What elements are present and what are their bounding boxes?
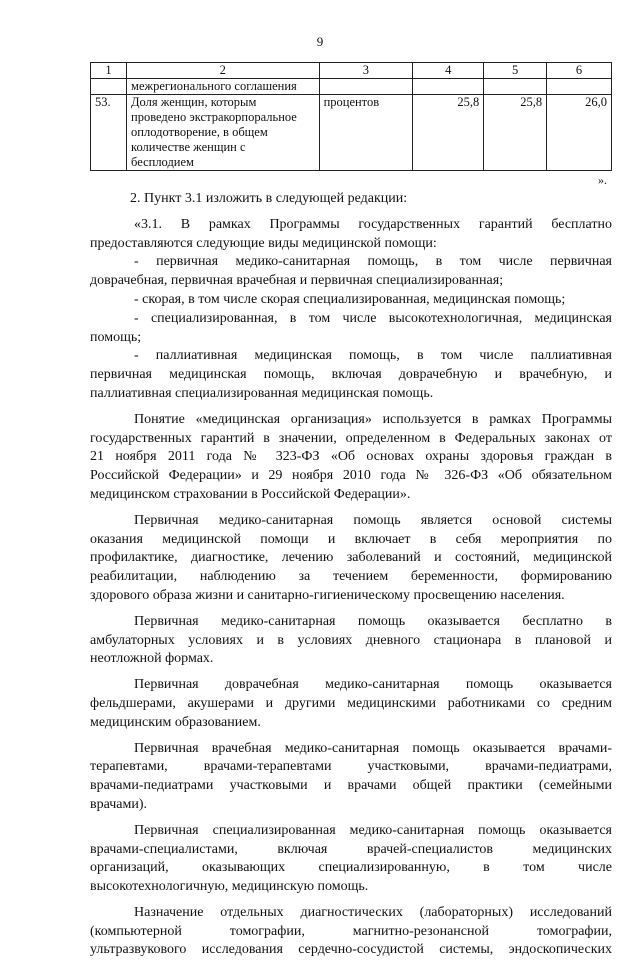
text-line: медицинским образованием.: [90, 714, 261, 730]
text-line: Первичная доврачебная медико-санитарная помощь оказывается: [134, 677, 612, 693]
text-line: Первичная врачебная медико-санитарная помощь оказывается врачами-: [134, 740, 612, 756]
page-number: 9: [316, 34, 324, 49]
table-cell: [91, 79, 127, 95]
text-line: - паллиативная медицинская помощь, в том числе паллиативная: [134, 348, 612, 364]
table-cell: [484, 79, 547, 95]
paragraph: [90, 904, 612, 960]
text-line: оказания медицинской помощи и включает в себя мероприятия по: [90, 531, 612, 547]
text-line: Назначение отдельных диагностических (лабораторных) исследований: [134, 904, 612, 920]
text-line: амбулаторных условиях и в условиях дневного стационара в плановой и: [90, 632, 612, 648]
row-number-cell: 53.: [91, 95, 127, 171]
column-header-6: 6: [547, 63, 612, 79]
text-line: (компьютерной томографии, магнитно-резонансной томографии,: [90, 923, 612, 939]
table-cell: [547, 79, 612, 95]
text-line: организаций, оказывающих специализированную, в том числе: [90, 860, 612, 876]
table-header-row: [91, 63, 612, 79]
indicator-name-line: проведено экстракорпоральное: [131, 110, 297, 124]
text-line: 2. Пункт 3.1 изложить в следующей редакции:: [130, 191, 408, 206]
text-line: врачами-специалистами, включая врачей-специалистов медицинских: [90, 841, 612, 857]
column-header-3: 3: [319, 63, 413, 79]
text-line: - специализированная, в том числе высокотехнологичная, медицинская: [134, 310, 612, 326]
paragraph: [90, 740, 612, 815]
text-line: паллиативная специализированная медицинская помощь.: [90, 385, 434, 401]
unit-cell: процентов: [319, 95, 413, 171]
paragraph: [90, 512, 612, 606]
indicator-name-line: оплодотворение, в общем: [131, 125, 268, 139]
value-cell-col5: 25,8: [484, 95, 547, 171]
text-line: Понятие «медицинская организация» используется в рамках Программы: [134, 411, 612, 427]
text-line: «3.1. В рамках Программы государственных гарантий бесплатно: [134, 216, 612, 232]
paragraph: [90, 613, 612, 669]
paragraph: [90, 411, 612, 505]
text-line: ультразвукового исследования сердечно-сосудистой системы, эндоскопических: [90, 942, 612, 958]
indicator-name-line: бесплодием: [131, 155, 194, 169]
text-line: первичная медицинская помощь, включая доврачебную и врачебную, и: [90, 367, 612, 383]
text-line: государственных гарантий в значении, определенном в Федеральных законах от: [90, 430, 612, 446]
text-line: здорового образа жизни и санитарно-гигиеническому просвещению населения.: [90, 587, 565, 603]
text-line: помощь;: [90, 329, 142, 345]
paragraph: [90, 216, 612, 404]
closing-quote-mark: ».: [598, 173, 607, 187]
text-line: Первичная медико-санитарная помощь является основой системы: [134, 512, 612, 528]
table-row-continuation: [91, 79, 612, 95]
indicator-name-line: количестве женщин с: [131, 140, 246, 154]
text-line: неотложной формах.: [90, 651, 214, 667]
text-line: профилактике, диагностике, лечению заболеваний и состояний, медицинской: [90, 550, 612, 566]
text-line: медицинском страховании в Российской Федерации».: [90, 486, 411, 502]
indicator-table: [90, 62, 612, 171]
column-header-5: 5: [484, 63, 547, 79]
text-line: Российской Федерации» и 29 ноября 2010 года № 326-ФЗ «Об обязательном: [90, 468, 612, 484]
text-line: доврачебная, первичная врачебная и первичная специализированная;: [90, 273, 504, 289]
value-cell-col4: 25,8: [413, 95, 484, 171]
indicator-name-line: Доля женщин, которым: [131, 95, 257, 109]
text-line: врачами).: [90, 796, 148, 812]
table-cell: [319, 79, 413, 95]
paragraph: [90, 190, 612, 209]
table-row-53: [91, 95, 612, 171]
text-line: Первичная специализированная медико-санитарная помощь оказывается: [134, 822, 612, 838]
value-cell-col6: 26,0: [547, 95, 612, 171]
text-line: реабилитации, наблюдению за течением беременности, формированию: [90, 569, 612, 585]
table-cell-continuation-text: межрегионального соглашения: [127, 79, 320, 95]
paragraph: [90, 676, 612, 732]
indicator-name-cell: [127, 95, 320, 171]
table-cell: [413, 79, 484, 95]
text-line: предоставляются следующие виды медицинской помощи:: [90, 235, 437, 251]
document-body: [90, 190, 612, 967]
text-line: - скорая, в том числе скорая специализированная, медицинская помощь;: [134, 291, 566, 307]
column-header-1: 1: [91, 63, 127, 79]
text-line: высокотехнологичную, медицинскую помощь.: [90, 879, 369, 895]
text-line: 21 ноября 2011 года № 323-ФЗ «Об основах охраны здоровья граждан в: [90, 449, 612, 465]
paragraph: [90, 822, 612, 897]
text-line: Первичная медико-санитарная помощь оказывается бесплатно в: [134, 613, 612, 629]
text-line: врачами-педиатрами участковыми и врачами общей практики (семейными: [90, 778, 612, 794]
column-header-2: 2: [127, 63, 320, 79]
text-line: фельдшерами, акушерами и другими медицинскими работниками со средним: [90, 695, 612, 711]
text-line: - первичная медико-санитарная помощь, в том числе первичная: [134, 254, 612, 270]
column-header-4: 4: [413, 63, 484, 79]
text-line: терапевтами, врачами-терапевтами участковыми, врачами-педиатрами,: [90, 759, 612, 775]
